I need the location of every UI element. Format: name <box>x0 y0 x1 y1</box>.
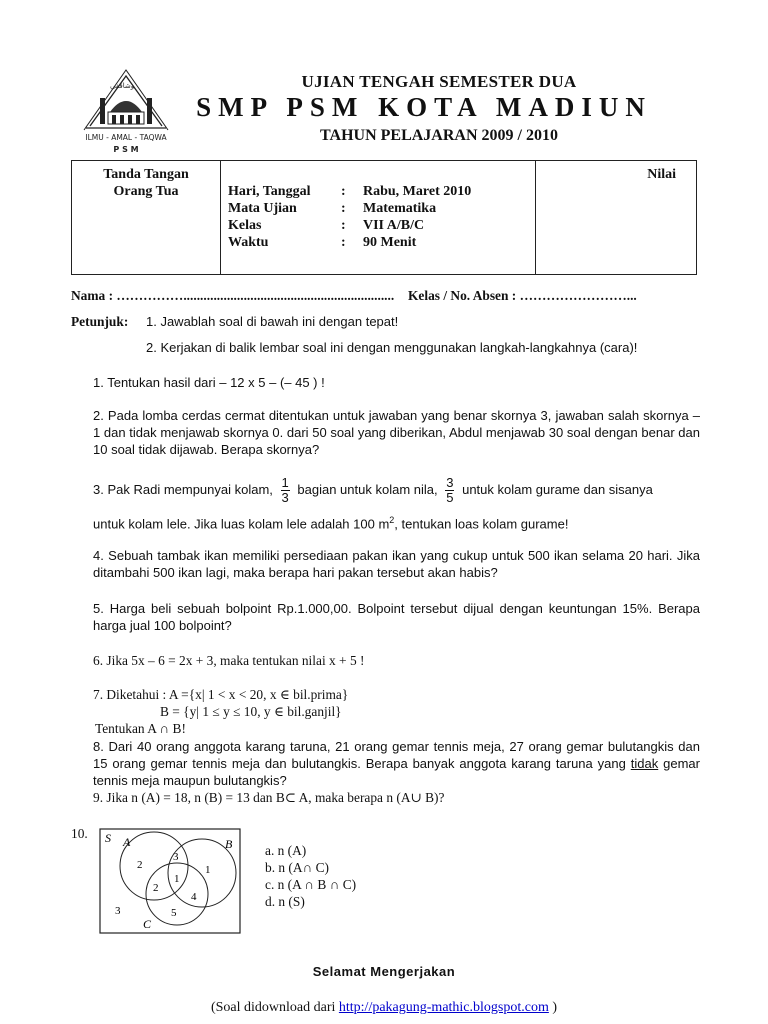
fraction-one-third: $\frac{1}{3}$ <box>281 475 289 505</box>
info-value-time: 90 Menit <box>363 235 417 250</box>
question-10-number: 10. <box>71 826 88 841</box>
instruction-item: 2. Kerjakan di balik lembar soal ini dengan menggunakan langkah-langkahnya (cara)! <box>146 340 638 355</box>
svg-text:ILMU - AMAL - TAQWA: ILMU - AMAL - TAQWA <box>85 133 167 142</box>
question-4: 4. Sebuah tambak ikan memiliki persediaan pakan ikan yang cukup untuk 500 ikan selama 20 hari. Jika ditambahi 500 ikan lagi, maka berapa hari pakan tersebut akan habis? <box>93 548 700 580</box>
closing-message: Selamat Mengerjakan <box>312 964 456 979</box>
venn-region-c-only: 5 <box>171 907 177 919</box>
info-label-time: Waktu <box>228 235 269 250</box>
info-sep: : <box>341 218 346 233</box>
question-10-item-a: a. n (A) <box>265 843 307 858</box>
source-link[interactable]: http://pakagung-mathic.blogspot.com <box>338 1000 549 1015</box>
question-1: 1. Tentukan hasil dari – 12 x 5 – (– 45 ) ! <box>93 375 325 390</box>
info-value-day: Rabu, Maret 2010 <box>363 184 472 199</box>
info-value-subject: Matematika <box>363 201 437 216</box>
school-name: SMP PSM KOTA MADIUN <box>196 92 652 122</box>
venn-universe <box>100 829 240 933</box>
instruction-item: 1. Jawablah soal di bawah ini dengan tepat! <box>146 314 399 329</box>
parent-signature-label-1: Tanda Tangan <box>103 167 189 182</box>
venn-region-a-only: 2 <box>137 859 143 871</box>
question-10-item-d: d. n (S) <box>265 894 305 909</box>
venn-region-outside: 3 <box>115 905 121 917</box>
info-value-class: VII A/B/C <box>363 218 425 233</box>
question-10-item-c: c. n (A ∩ B ∩ C) <box>265 877 357 892</box>
venn-label-a: A <box>123 835 131 849</box>
venn-label-c: C <box>143 917 152 931</box>
venn-region-b-c: 4 <box>191 891 197 903</box>
info-sep: : <box>341 201 346 216</box>
question-3-cont: untuk kolam lele. Jika luas kolam lele adalah 100 $m^2$, tentukan loas kolam gurame! <box>93 515 569 532</box>
question-6: 6. Jika 5x – 6 = 2x + 3, maka tentukan nilai x + 5 ! <box>93 653 365 668</box>
question-8: 8. Dari 40 orang anggota karang taruna, 21 orang gemar tennis meja, 27 orang gemar bulutangkis dan 15 orang gemar tennis meja dan bulutangkis. Berapa banyak anggota karang taruna yang tidak gemar tennis meja maupun bulutangkis? <box>93 739 700 788</box>
venn-region-b-only: 1 <box>205 864 211 876</box>
question-3: 3. Pak Radi mempunyai kolam, $\frac{1}{3}$ bagian untuk kolam nila, $\frac{3}{5}$ untuk kolam gurame dan sisanya <box>93 475 653 505</box>
svg-text:وشاقفي: وشاقفي <box>110 82 135 90</box>
venn-region-abc: 1 <box>174 873 180 885</box>
venn-diagram <box>99 828 241 934</box>
question-10-item-b: b. n (A∩ C) <box>265 860 329 875</box>
source-note: (Soal didownload dari http://pakagung-mathic.blogspot.com ) <box>210 1000 558 1015</box>
student-name-field[interactable]: Nama : ……………............................................................... <box>71 288 395 303</box>
student-class-field[interactable]: Kelas / No. Absen : ……………………... <box>408 288 637 303</box>
academic-year: TAHUN PELAJARAN 2009 / 2010 <box>320 127 558 144</box>
info-label-day: Hari, Tanggal <box>228 184 311 199</box>
venn-label-b: B <box>225 837 233 851</box>
question-7-set-b: B = {y| 1 ≤ y ≤ 10, y ∈ bil.ganjil} <box>160 704 342 719</box>
svg-text:P S M: P S M <box>113 145 139 154</box>
venn-region-a-c: 2 <box>153 882 159 894</box>
question-5: 5. Harga beli sebuah bolpoint Rp.1.000,00. Bolpoint tersebut dijual dengan keuntungan 15%. Berapa harga jual 100 bolpoint? <box>93 601 700 633</box>
exam-info-table <box>71 160 697 275</box>
fraction-three-fifths: $\frac{3}{5}$ <box>446 475 454 505</box>
grade-label: Nilai <box>647 167 676 182</box>
parent-signature-label-2: Orang Tua <box>113 184 179 199</box>
info-label-class: Kelas <box>228 218 262 233</box>
exam-title: UJIAN TENGAH SEMESTER DUA <box>301 72 577 91</box>
venn-label-s: S <box>105 831 111 845</box>
info-label-subject: Mata Ujian <box>228 201 297 216</box>
question-2: 2. Pada lomba cerdas cermat ditentukan untuk jawaban yang benar skornya 3, jawaban salah skornya –1 dan tidak menjawab skornya 0. dari 50 soal yang diberikan, Abdul menjawab 30 soal dengan benar dan 10 soal tidak dijawab. Berapa skornya? <box>93 408 700 457</box>
info-sep: : <box>341 235 346 250</box>
question-7: 7. Diketahui : A ={x| 1 < x < 20, x ∈ bil.prima} <box>93 687 349 702</box>
info-sep: : <box>341 184 346 199</box>
venn-region-a-b: 3 <box>173 851 179 863</box>
instructions-label: Petunjuk: <box>71 314 129 329</box>
question-7-task: Tentukan A ∩ B! <box>95 721 186 736</box>
question-9: 9. Jika n (A) = 18, n (B) = 13 dan B⊂ A, maka berapa n (A∪ B)? <box>93 790 445 805</box>
